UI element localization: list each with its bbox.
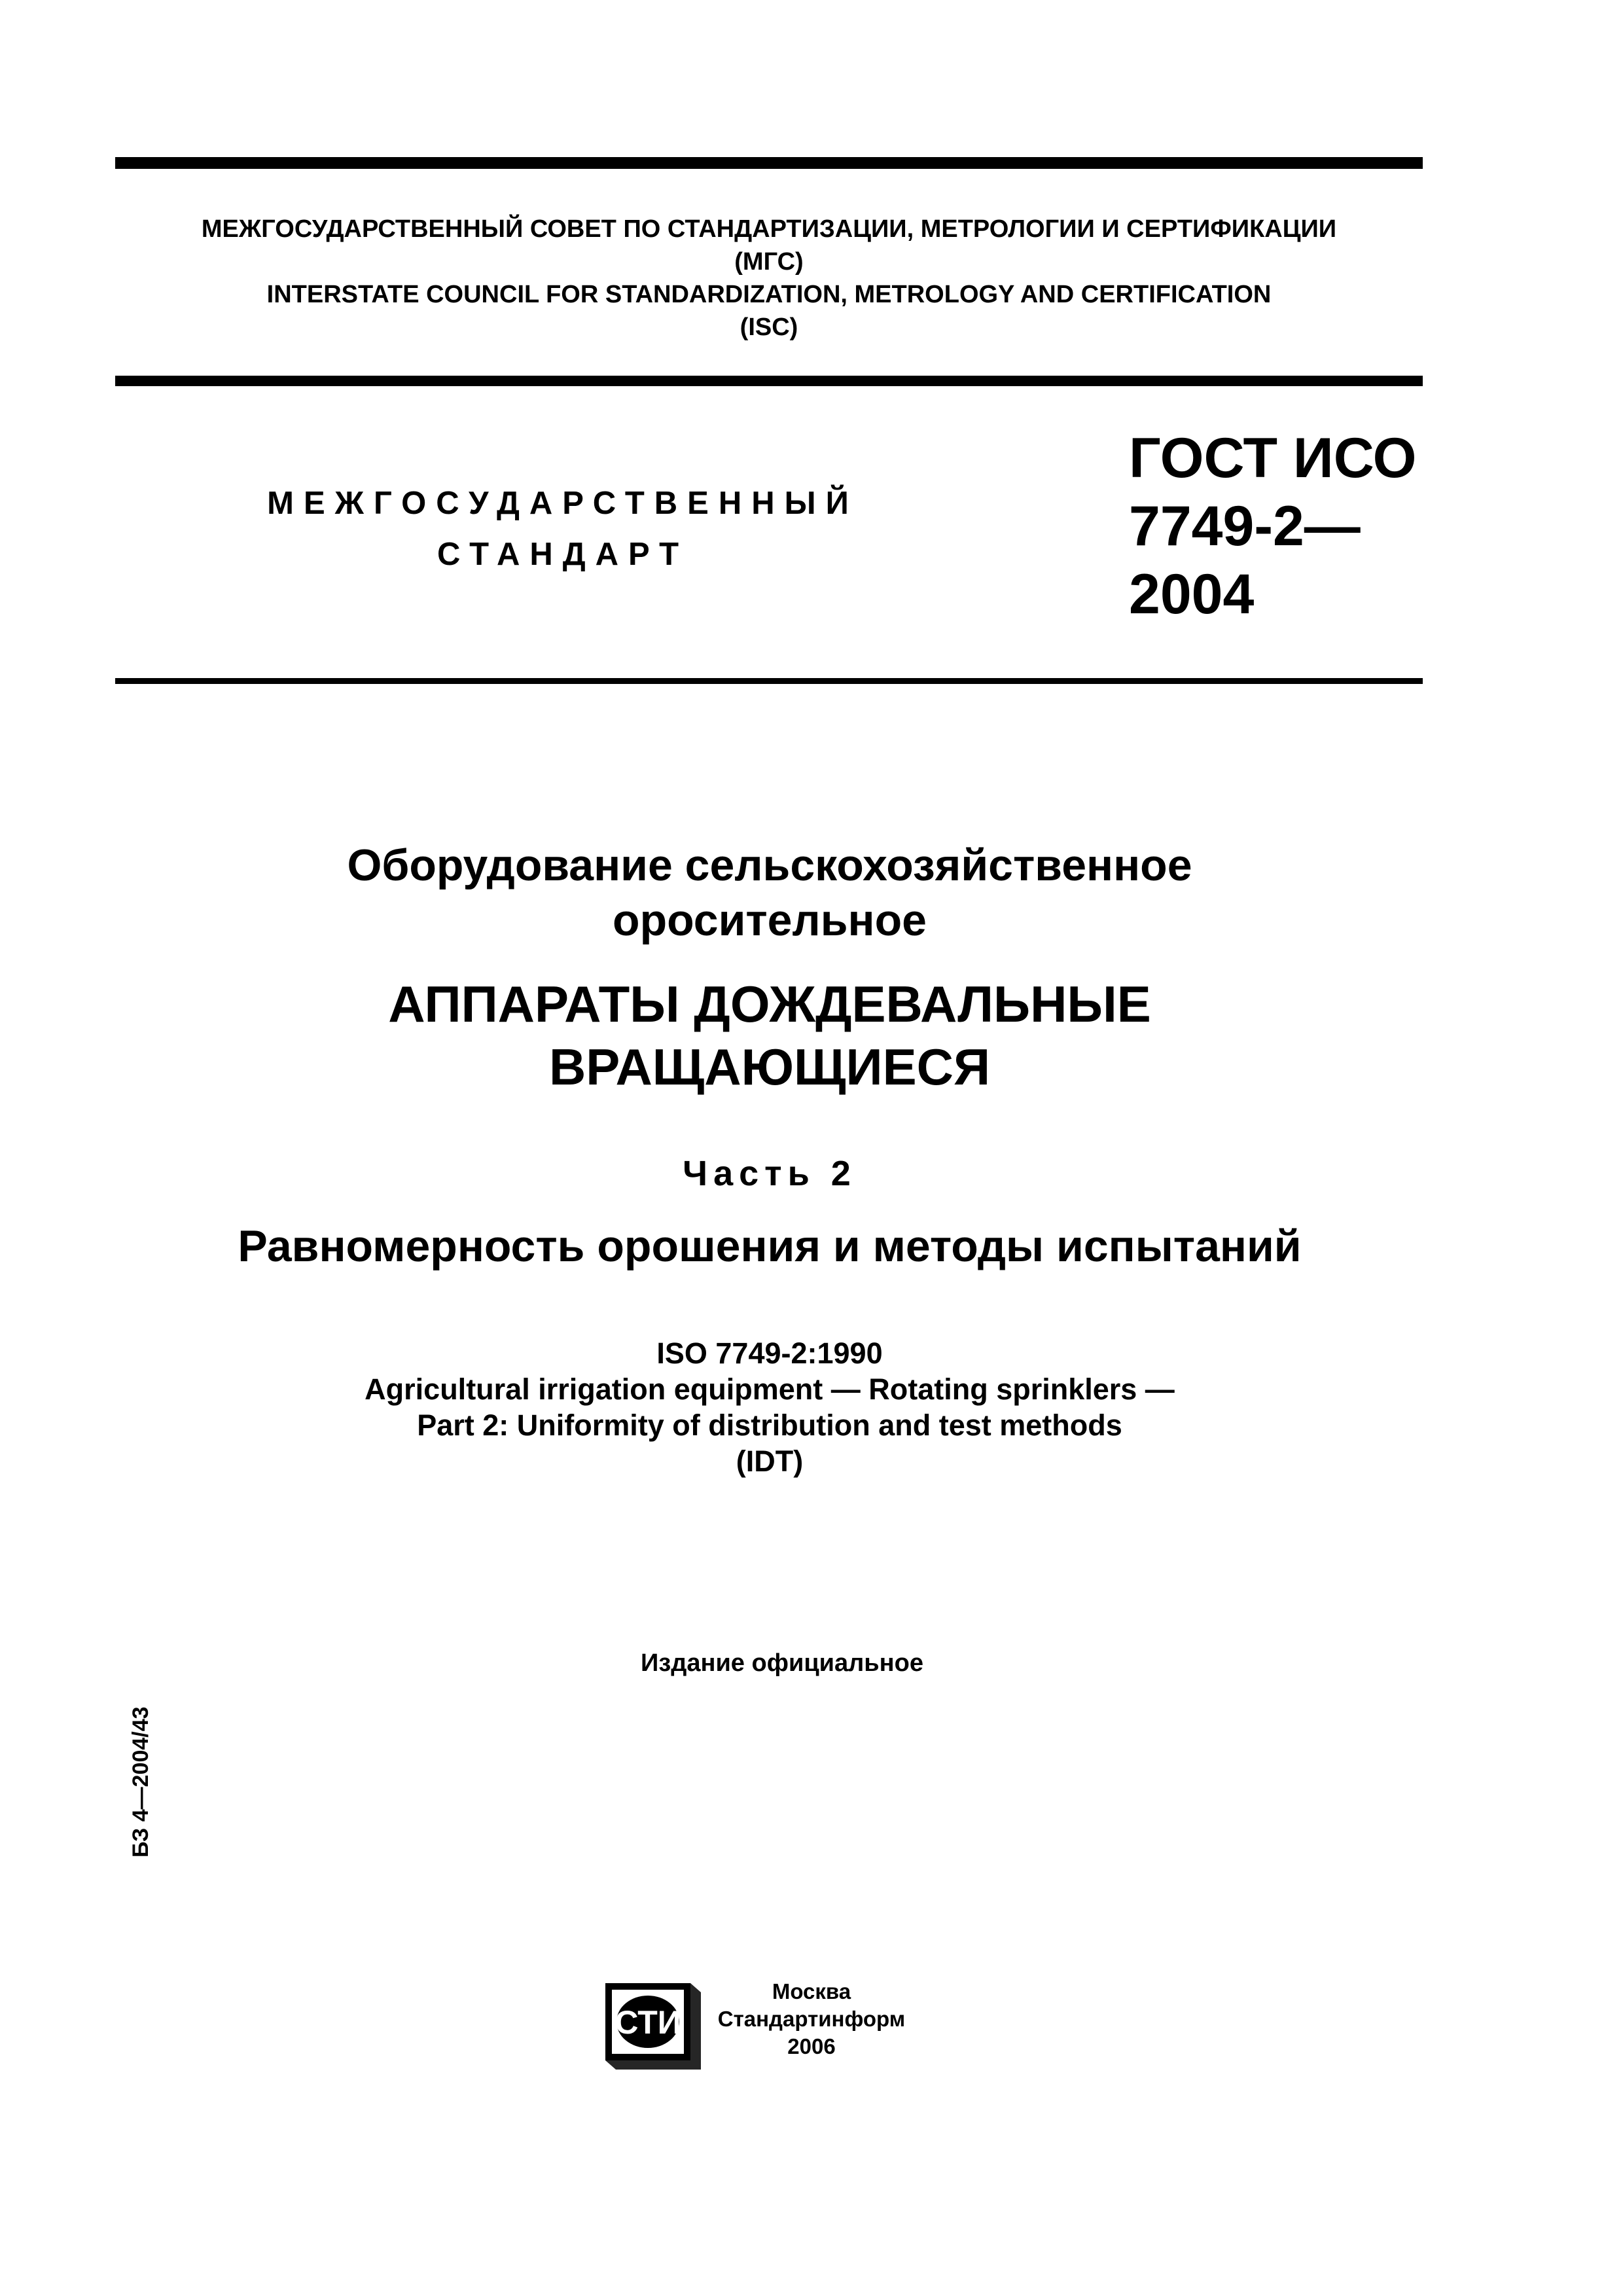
standard-code-line1: ГОСТ ИСО (1129, 427, 1417, 490)
council-block (115, 213, 1423, 344)
title-line2: оросительное (613, 895, 927, 945)
logo-text: СТИ (615, 2004, 681, 2041)
iso-title-line1: Agricultural irrigation equipment — Rotating sprinklers — (365, 1372, 1175, 1406)
title-general (115, 838, 1424, 948)
title-line1: Оборудование сельскохозяйственное (347, 840, 1192, 890)
council-ru-abbr: (МГС) (734, 248, 804, 276)
title-main (115, 973, 1424, 1098)
standard-type-line2: СТАНДАРТ (437, 537, 689, 572)
publisher-logo-icon (605, 1983, 704, 2070)
council-en-abbr: (ISC) (740, 314, 798, 341)
title-part: Часть 2 (683, 1154, 857, 1193)
iso-reference (115, 1335, 1424, 1479)
imprint (713, 1978, 910, 2060)
side-code: БЗ 4—2004/43 (128, 1706, 153, 1857)
title-subtitle: Равномерность орошения и методы испытаний (238, 1221, 1302, 1271)
council-ru: МЕЖГОСУДАРСТВЕННЫЙ СОВЕТ ПО СТАНДАРТИЗАЦИИ, МЕТРОЛОГИИ И СЕРТИФИКАЦИИ (201, 215, 1337, 243)
title-main-line2: ВРАЩАЮЩИЕСЯ (548, 1038, 991, 1096)
title-main-line1: АППАРАТЫ ДОЖДЕВАЛЬНЫЕ (388, 975, 1151, 1033)
iso-title-line2: Part 2: Uniformity of distribution and test methods (417, 1408, 1122, 1442)
edition-label: Издание официальное (641, 1649, 923, 1677)
publisher-logo (605, 1983, 704, 2070)
standard-code-line3: 2004 (1129, 563, 1255, 626)
standard-code (1129, 424, 1417, 628)
top-rule (115, 157, 1423, 169)
council-en: INTERSTATE COUNCIL FOR STANDARDIZATION, METROLOGY AND CERTIFICATION (266, 281, 1272, 308)
imprint-city: Москва (772, 1979, 851, 2003)
imprint-year: 2006 (787, 2034, 836, 2058)
header-rule (115, 376, 1423, 386)
title-rule (115, 678, 1423, 684)
standard-type-line1: МЕЖГОСУДАРСТВЕННЫЙ (267, 486, 859, 521)
iso-idt: (IDT) (736, 1444, 804, 1478)
standard-code-line2: 7749-2— (1129, 495, 1361, 558)
standard-type (236, 478, 890, 580)
iso-number: ISO 7749-2:1990 (656, 1336, 883, 1370)
imprint-publisher: Стандартинформ (717, 2007, 906, 2031)
